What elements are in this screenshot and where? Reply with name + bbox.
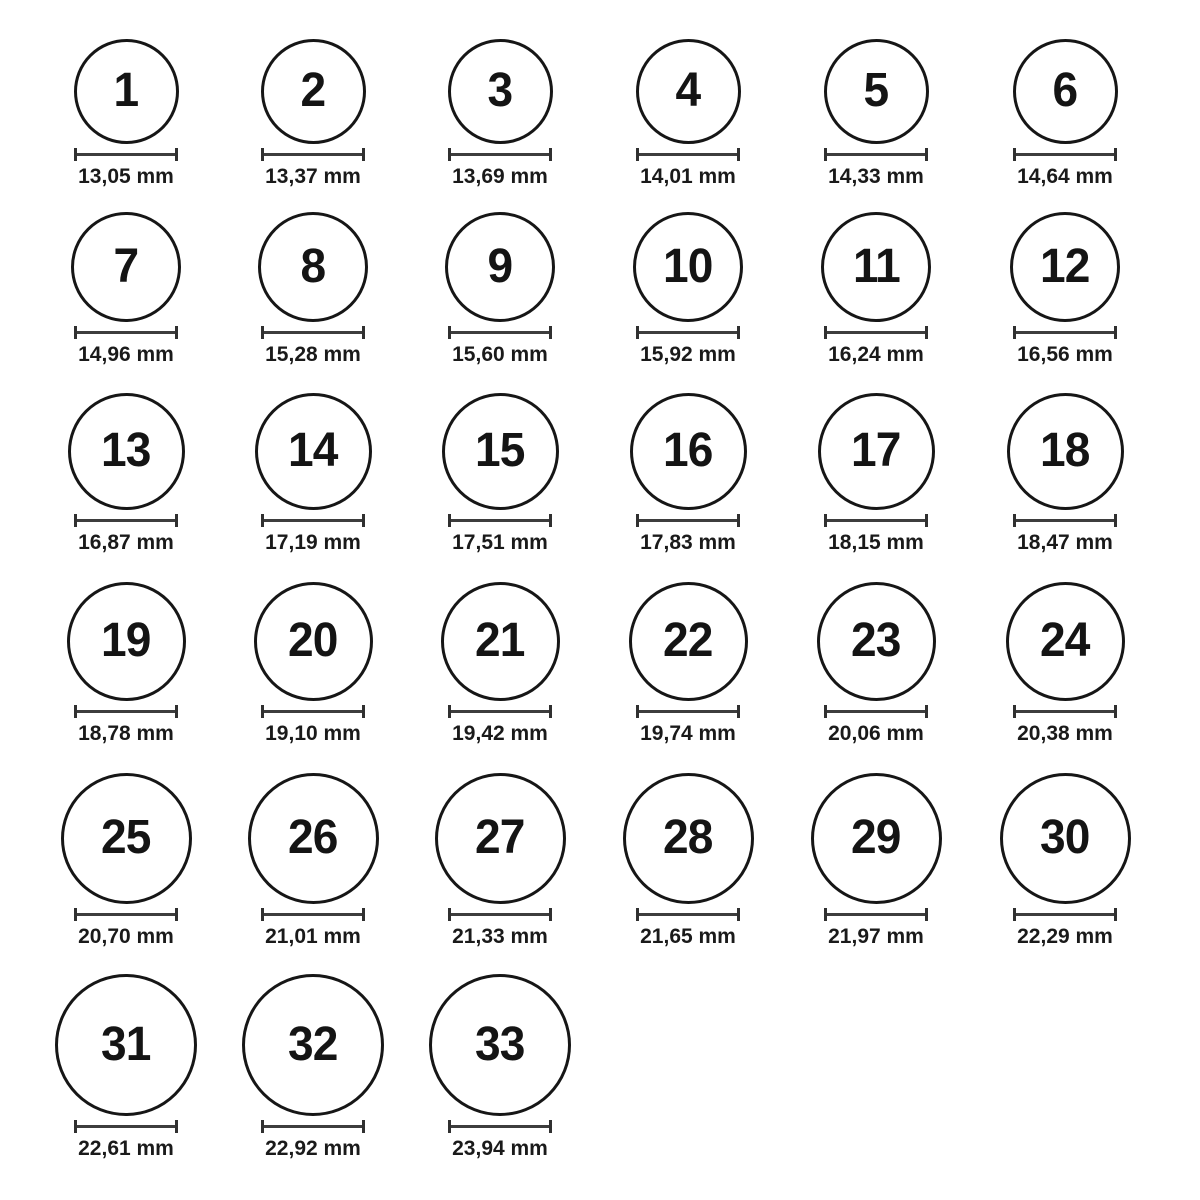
measure-tick-right — [737, 705, 740, 718]
ring-size-number: 22 — [663, 614, 713, 667]
ring-circle — [811, 773, 942, 904]
diameter-label: 19,42 mm — [452, 721, 548, 745]
measure-tick-right — [1114, 148, 1117, 161]
measure-tick-right — [737, 148, 740, 161]
measure-tick-right — [925, 326, 928, 339]
measure-tick-right — [549, 148, 552, 161]
diameter-measure-line — [261, 148, 365, 161]
diameter-measure-line — [448, 148, 552, 161]
diameter-measure-line — [261, 514, 365, 527]
diameter-label: 18,15 mm — [828, 530, 924, 554]
measure-bar — [451, 1125, 549, 1128]
diameter-label: 21,65 mm — [640, 924, 736, 948]
diameter-label: 23,94 mm — [452, 1137, 548, 1160]
diameter-label: 15,60 mm — [452, 343, 548, 366]
ring-size-number: 15 — [475, 424, 525, 477]
ring-size-item — [415, 773, 585, 948]
measure-bar — [827, 153, 925, 156]
ring-size-number: 2 — [300, 64, 326, 117]
ring-circle — [74, 39, 179, 144]
ring-size-item — [228, 582, 398, 745]
ring-size-item — [228, 393, 398, 554]
ring-size-item — [415, 39, 585, 188]
ring-size-number: 27 — [475, 811, 525, 864]
measure-bar — [451, 153, 549, 156]
ring-size-number: 10 — [663, 240, 713, 293]
ring-size-item — [980, 212, 1150, 366]
ring-size-item — [603, 39, 773, 188]
diameter-label: 15,92 mm — [640, 343, 736, 366]
diameter-measure-line — [636, 705, 740, 718]
measure-tick-right — [362, 326, 365, 339]
measure-bar — [77, 710, 175, 713]
ring-circle — [429, 974, 571, 1116]
ring-circle — [445, 212, 555, 322]
measure-tick-right — [175, 514, 178, 527]
ring-circle — [55, 974, 197, 1116]
diameter-measure-line — [824, 326, 928, 339]
ring-circle — [61, 773, 192, 904]
ring-circle — [441, 582, 560, 701]
measure-bar — [639, 331, 737, 334]
ring-circle — [821, 212, 931, 322]
diameter-measure-line — [1013, 908, 1117, 921]
ring-size-number: 13 — [101, 424, 151, 477]
diameter-measure-line — [74, 514, 178, 527]
measure-tick-right — [925, 705, 928, 718]
ring-circle — [442, 393, 559, 510]
measure-bar — [1016, 519, 1114, 522]
measure-bar — [264, 331, 362, 334]
measure-tick-right — [362, 908, 365, 921]
ring-size-item — [41, 773, 211, 948]
measure-bar — [264, 1125, 362, 1128]
ring-size-item — [980, 773, 1150, 948]
measure-tick-right — [175, 326, 178, 339]
diameter-label: 14,64 mm — [1017, 164, 1113, 188]
ring-circle — [1000, 773, 1131, 904]
ring-size-number: 7 — [113, 240, 139, 293]
ring-size-item — [415, 393, 585, 554]
ring-size-number: 30 — [1040, 811, 1090, 864]
ring-circle — [629, 582, 748, 701]
ring-size-number: 9 — [487, 240, 513, 293]
measure-tick-right — [1114, 705, 1117, 718]
ring-size-number: 16 — [663, 424, 713, 477]
ring-size-item — [41, 393, 211, 554]
ring-size-number: 26 — [288, 811, 338, 864]
measure-bar — [1016, 331, 1114, 334]
measure-tick-right — [175, 1120, 178, 1133]
measure-bar — [77, 1125, 175, 1128]
ring-circle — [817, 582, 936, 701]
ring-size-number: 25 — [101, 811, 151, 864]
diameter-label: 13,37 mm — [265, 164, 361, 188]
diameter-measure-line — [261, 705, 365, 718]
diameter-label: 17,19 mm — [265, 530, 361, 554]
ring-size-number: 11 — [852, 240, 900, 293]
diameter-label: 14,33 mm — [828, 164, 924, 188]
diameter-label: 22,61 mm — [78, 1137, 174, 1160]
ring-size-item — [41, 212, 211, 366]
measure-tick-right — [925, 908, 928, 921]
diameter-label: 13,69 mm — [452, 164, 548, 188]
ring-size-item — [415, 974, 585, 1160]
diameter-measure-line — [74, 908, 178, 921]
measure-bar — [451, 331, 549, 334]
diameter-label: 14,96 mm — [78, 343, 174, 366]
ring-size-number: 28 — [663, 811, 713, 864]
measure-tick-right — [1114, 514, 1117, 527]
diameter-label: 18,47 mm — [1017, 530, 1113, 554]
ring-circle — [1013, 39, 1118, 144]
measure-tick-right — [175, 908, 178, 921]
ring-size-item — [41, 39, 211, 188]
diameter-measure-line — [448, 326, 552, 339]
ring-size-number: 20 — [288, 614, 338, 667]
measure-tick-right — [737, 514, 740, 527]
diameter-label: 17,83 mm — [640, 530, 736, 554]
diameter-measure-line — [1013, 148, 1117, 161]
diameter-measure-line — [74, 705, 178, 718]
measure-bar — [77, 153, 175, 156]
diameter-measure-line — [261, 326, 365, 339]
ring-size-item — [415, 212, 585, 366]
diameter-label: 20,38 mm — [1017, 721, 1113, 745]
ring-size-item — [228, 212, 398, 366]
measure-tick-right — [1114, 908, 1117, 921]
ring-size-number: 4 — [675, 64, 701, 117]
measure-bar — [77, 331, 175, 334]
measure-bar — [264, 519, 362, 522]
ring-circle — [1010, 212, 1120, 322]
diameter-measure-line — [1013, 705, 1117, 718]
ring-size-number: 3 — [487, 64, 513, 117]
diameter-measure-line — [1013, 514, 1117, 527]
diameter-measure-line — [448, 908, 552, 921]
ring-size-item — [603, 393, 773, 554]
measure-tick-right — [175, 148, 178, 161]
measure-bar — [827, 519, 925, 522]
diameter-label: 18,78 mm — [78, 721, 174, 745]
ring-size-item — [980, 39, 1150, 188]
ring-size-item — [228, 39, 398, 188]
diameter-measure-line — [1013, 326, 1117, 339]
diameter-label: 19,74 mm — [640, 721, 736, 745]
measure-tick-right — [362, 1120, 365, 1133]
ring-size-number: 33 — [475, 1018, 525, 1071]
ring-circle — [1006, 582, 1125, 701]
ring-circle — [261, 39, 366, 144]
ring-size-number: 23 — [851, 614, 901, 667]
ring-size-item — [791, 773, 961, 948]
diameter-label: 15,28 mm — [265, 343, 361, 366]
ring-size-item — [41, 582, 211, 745]
diameter-measure-line — [448, 705, 552, 718]
diameter-measure-line — [824, 705, 928, 718]
ring-size-number: 14 — [288, 424, 338, 477]
diameter-label: 21,97 mm — [828, 924, 924, 948]
ring-circle — [818, 393, 935, 510]
ring-size-number: 1 — [113, 64, 139, 117]
ring-circle — [435, 773, 566, 904]
measure-tick-right — [549, 1120, 552, 1133]
ring-size-item — [603, 773, 773, 948]
measure-tick-right — [737, 908, 740, 921]
measure-bar — [1016, 710, 1114, 713]
measure-bar — [827, 331, 925, 334]
ring-circle — [68, 393, 185, 510]
measure-bar — [639, 710, 737, 713]
ring-size-item — [791, 39, 961, 188]
measure-tick-right — [362, 514, 365, 527]
diameter-label: 14,01 mm — [640, 164, 736, 188]
measure-tick-right — [549, 326, 552, 339]
diameter-measure-line — [74, 1120, 178, 1133]
ring-circle — [67, 582, 186, 701]
ring-size-item — [980, 582, 1150, 745]
measure-bar — [264, 710, 362, 713]
measure-tick-right — [362, 705, 365, 718]
ring-size-number: 19 — [101, 614, 151, 667]
ring-circle — [255, 393, 372, 510]
ring-circle — [824, 39, 929, 144]
measure-bar — [451, 913, 549, 916]
measure-bar — [639, 519, 737, 522]
ring-size-number: 24 — [1040, 614, 1090, 667]
diameter-measure-line — [448, 514, 552, 527]
ring-circle — [636, 39, 741, 144]
diameter-measure-line — [824, 514, 928, 527]
diameter-measure-line — [824, 148, 928, 161]
measure-bar — [1016, 913, 1114, 916]
ring-size-number: 8 — [300, 240, 326, 293]
ring-size-item — [415, 582, 585, 745]
ring-circle — [242, 974, 384, 1116]
measure-tick-right — [1114, 326, 1117, 339]
ring-size-item — [980, 393, 1150, 554]
ring-circle — [258, 212, 368, 322]
ring-circle — [71, 212, 181, 322]
ring-circle — [254, 582, 373, 701]
measure-bar — [451, 519, 549, 522]
ring-size-number: 18 — [1040, 424, 1090, 477]
diameter-measure-line — [636, 326, 740, 339]
ring-size-number: 17 — [851, 424, 901, 477]
measure-tick-right — [737, 326, 740, 339]
ring-size-number: 32 — [288, 1018, 338, 1071]
measure-tick-right — [549, 908, 552, 921]
diameter-label: 16,87 mm — [78, 530, 174, 554]
ring-size-number: 21 — [475, 614, 525, 667]
ring-size-item — [791, 393, 961, 554]
diameter-label: 22,92 mm — [265, 1137, 361, 1160]
diameter-measure-line — [74, 148, 178, 161]
measure-bar — [451, 710, 549, 713]
ring-size-number: 5 — [863, 64, 889, 117]
measure-bar — [77, 913, 175, 916]
ring-size-item — [41, 974, 211, 1160]
measure-bar — [639, 153, 737, 156]
ring-circle — [630, 393, 747, 510]
measure-bar — [827, 710, 925, 713]
measure-tick-right — [925, 148, 928, 161]
diameter-label: 17,51 mm — [452, 530, 548, 554]
ring-size-item — [791, 212, 961, 366]
ring-size-number: 29 — [851, 811, 901, 864]
ring-circle — [623, 773, 754, 904]
measure-bar — [639, 913, 737, 916]
measure-bar — [264, 913, 362, 916]
measure-bar — [1016, 153, 1114, 156]
ring-size-item — [228, 773, 398, 948]
ring-size-item — [603, 582, 773, 745]
diameter-label: 21,01 mm — [265, 924, 361, 948]
diameter-measure-line — [261, 1120, 365, 1133]
diameter-label: 13,05 mm — [78, 164, 174, 188]
diameter-label: 20,70 mm — [78, 924, 174, 948]
diameter-label: 16,56 mm — [1017, 343, 1113, 366]
measure-tick-right — [549, 514, 552, 527]
diameter-measure-line — [74, 326, 178, 339]
ring-circle — [448, 39, 553, 144]
diameter-measure-line — [448, 1120, 552, 1133]
ring-size-number: 6 — [1052, 64, 1078, 117]
ring-size-item — [603, 212, 773, 366]
measure-bar — [827, 913, 925, 916]
diameter-measure-line — [636, 148, 740, 161]
ring-circle — [633, 212, 743, 322]
measure-bar — [77, 519, 175, 522]
measure-tick-right — [175, 705, 178, 718]
measure-tick-right — [362, 148, 365, 161]
ring-size-number: 31 — [101, 1018, 151, 1071]
diameter-measure-line — [636, 514, 740, 527]
diameter-label: 20,06 mm — [828, 721, 924, 745]
diameter-label: 22,29 mm — [1017, 924, 1113, 948]
diameter-measure-line — [824, 908, 928, 921]
diameter-measure-line — [261, 908, 365, 921]
measure-tick-right — [549, 705, 552, 718]
diameter-label: 16,24 mm — [828, 343, 924, 366]
ring-circle — [248, 773, 379, 904]
measure-tick-right — [925, 514, 928, 527]
diameter-measure-line — [636, 908, 740, 921]
ring-circle — [1007, 393, 1124, 510]
measure-bar — [264, 153, 362, 156]
diameter-label: 19,10 mm — [265, 721, 361, 745]
ring-size-item — [228, 974, 398, 1160]
diameter-label: 21,33 mm — [452, 924, 548, 948]
ring-size-item — [791, 582, 961, 745]
ring-size-number: 12 — [1040, 240, 1090, 293]
